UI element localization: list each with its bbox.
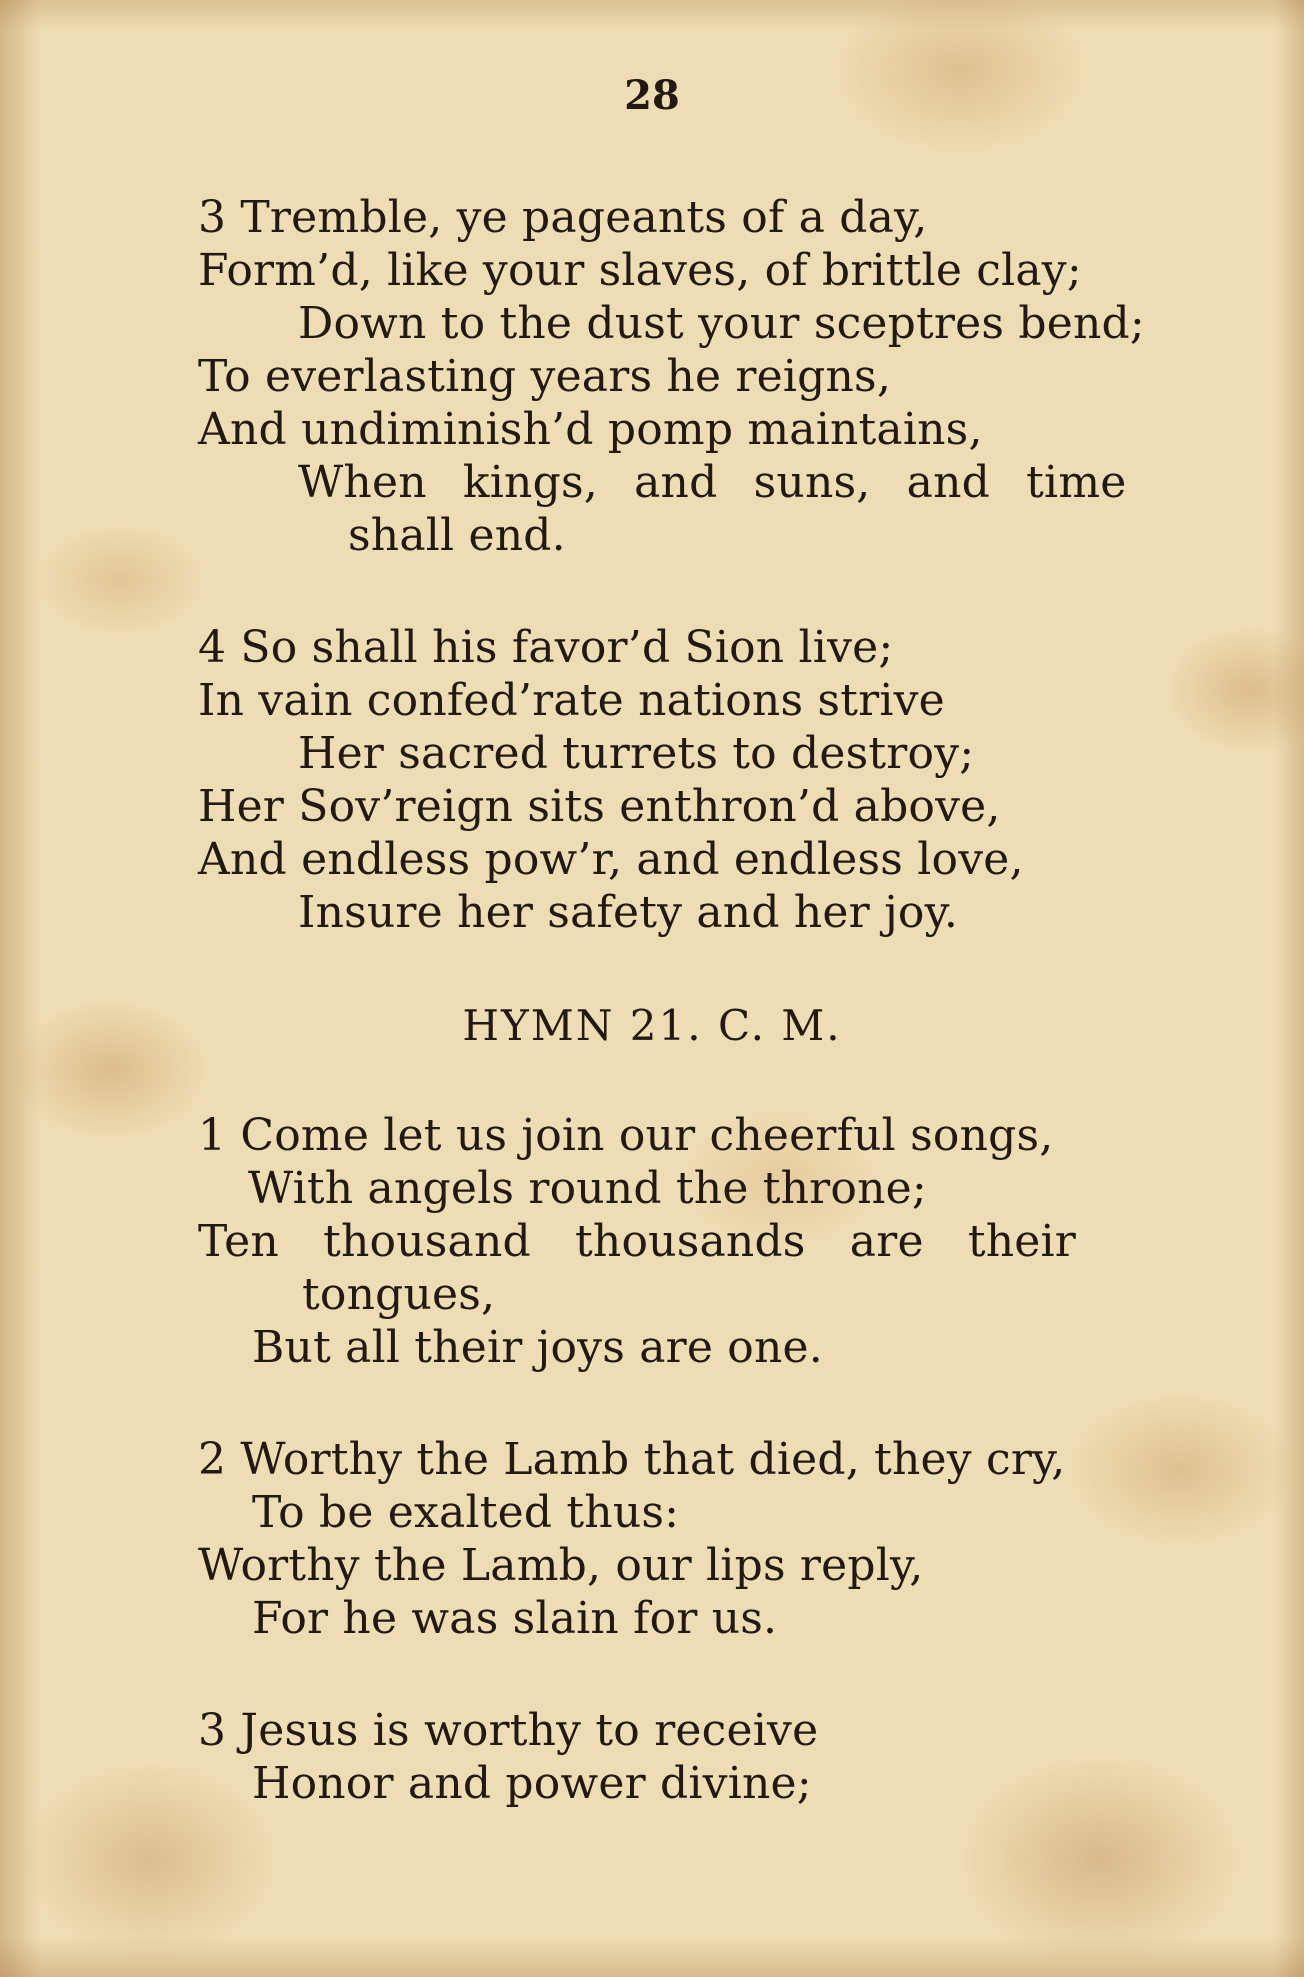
verse-line: Honor and power divine; bbox=[252, 1758, 812, 1809]
verse-line: Her Sov’reign sits enthron’d above, bbox=[198, 781, 1001, 832]
verse-line: Ten thousand thousands are their bbox=[198, 1216, 1077, 1267]
verse-line: And undiminish’d pomp maintains, bbox=[198, 404, 983, 455]
hymn-heading: HYMN 21. C. M. bbox=[462, 1001, 842, 1050]
verse-line: Her sacred turrets to destroy; bbox=[298, 728, 975, 779]
verse-line: For he was slain for us. bbox=[252, 1593, 778, 1644]
verse-line: Down to the dust your sceptres bend; bbox=[298, 298, 1145, 349]
verse-line: In vain confed’rate nations strive bbox=[198, 675, 945, 726]
verse-line: To be exalted thus: bbox=[252, 1487, 680, 1538]
verse-line: 4 So shall his favor’d Sion live; bbox=[198, 622, 894, 673]
verse-line: tongues, bbox=[302, 1269, 496, 1320]
verse-line: shall end. bbox=[348, 510, 566, 561]
verse-line: Worthy the Lamb, our lips reply, bbox=[198, 1540, 924, 1591]
verse-line: 1 Come let us join our cheerful songs, bbox=[198, 1110, 1054, 1161]
verse-line: Form’d, like your slaves, of brittle clay; bbox=[198, 245, 1082, 296]
verse-line: To everlasting years he reigns, bbox=[198, 351, 892, 402]
verse-line: Insure her safety and her joy. bbox=[298, 887, 959, 938]
verse-line: 2 Worthy the Lamb that died, they cry, bbox=[198, 1434, 1066, 1485]
verse-line: 3 Tremble, ye pageants of a day, bbox=[198, 192, 928, 243]
verse-line: But all their joys are one. bbox=[252, 1322, 823, 1373]
verse-line: When kings, and suns, and time bbox=[298, 457, 1127, 508]
page-number: 28 bbox=[624, 72, 680, 119]
verse-line: With angels round the throne; bbox=[248, 1163, 927, 1214]
verse-line: And endless pow’r, and endless love, bbox=[198, 834, 1024, 885]
verse-line: 3 Jesus is worthy to receive bbox=[198, 1705, 819, 1756]
